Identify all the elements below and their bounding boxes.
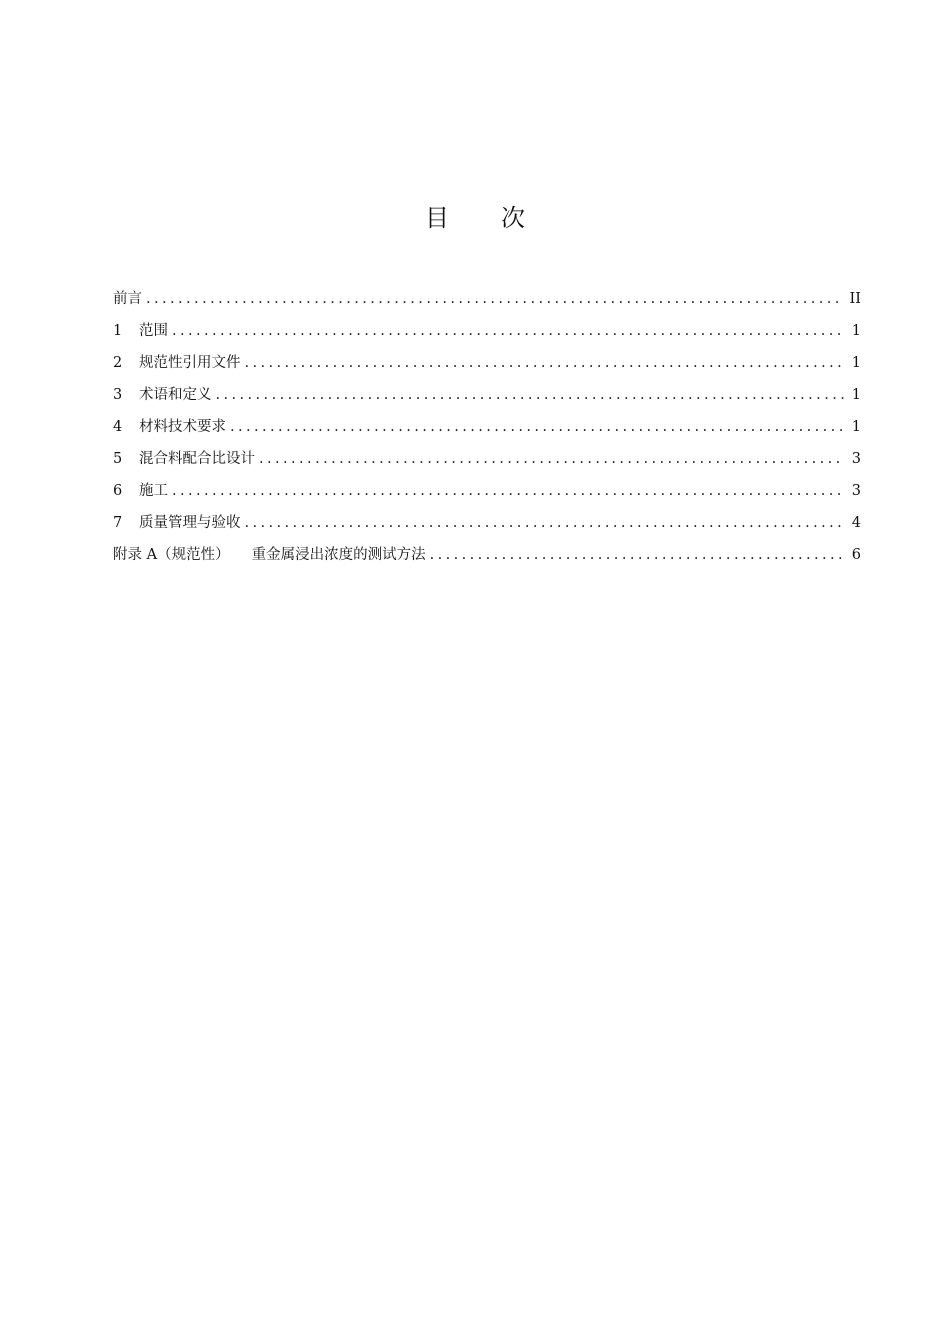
toc-entry-label: 范围 [139, 323, 168, 339]
toc-entry-4[interactable] [113, 411, 861, 443]
toc-entry-number: 2 [113, 355, 123, 371]
toc-entry-label [113, 539, 426, 571]
toc-entry-number: 5 [113, 451, 123, 467]
toc-leader-dots [245, 347, 846, 379]
toc-entry-page: 1 [851, 355, 861, 371]
toc-entry-number: 3 [113, 387, 123, 403]
toc-entry-label: 材料技术要求 [139, 419, 226, 435]
toc-leader-dots [230, 411, 845, 443]
toc-entry-number: 7 [113, 515, 123, 531]
toc-entry-page: 4 [851, 515, 861, 531]
toc-entry-label: 规范性引用文件 [139, 355, 241, 371]
toc-entry-label: 混合料配合比设计 [139, 451, 255, 467]
table-of-contents [113, 283, 861, 571]
toc-entry-2[interactable] [113, 347, 861, 379]
toc-entry-page: 1 [851, 419, 861, 435]
toc-entry-label: 术语和定义 [139, 387, 212, 403]
toc-leader-dots [146, 283, 844, 315]
toc-entry-page: 6 [851, 547, 861, 563]
toc-leader-dots [216, 379, 846, 411]
toc-entry-foreword[interactable] [113, 283, 861, 315]
toc-title [0, 200, 950, 236]
appendix-designation: 附录 A（规范性） [113, 547, 230, 563]
toc-entry-number: 6 [113, 483, 123, 499]
toc-entry-page: 1 [851, 387, 861, 403]
toc-entry-page: II [849, 291, 861, 307]
toc-entry-label: 前言 [113, 291, 142, 307]
toc-entry-page: 3 [851, 451, 861, 467]
toc-leader-dots [172, 475, 845, 507]
toc-entry-label: 质量管理与验收 [139, 515, 241, 531]
toc-entry-1[interactable] [113, 315, 861, 347]
toc-entry-3[interactable] [113, 379, 861, 411]
toc-leader-dots [430, 539, 845, 571]
toc-entry-appendix-a[interactable] [113, 539, 861, 571]
toc-entry-number: 1 [113, 323, 123, 339]
toc-entry-page: 1 [851, 323, 861, 339]
toc-entry-5[interactable] [113, 443, 861, 475]
toc-leader-dots [172, 315, 845, 347]
toc-entry-number: 4 [113, 419, 123, 435]
toc-entry-label: 施工 [139, 483, 168, 499]
toc-entry-page: 3 [851, 483, 861, 499]
toc-title-char-2: 次 [501, 204, 525, 232]
appendix-title: 重金属浸出浓度的测试方法 [251, 547, 426, 563]
toc-leader-dots [259, 443, 845, 475]
toc-leader-dots [245, 507, 846, 539]
toc-entry-6[interactable] [113, 475, 861, 507]
toc-title-char-1: 目 [425, 204, 449, 232]
toc-entry-7[interactable] [113, 507, 861, 539]
